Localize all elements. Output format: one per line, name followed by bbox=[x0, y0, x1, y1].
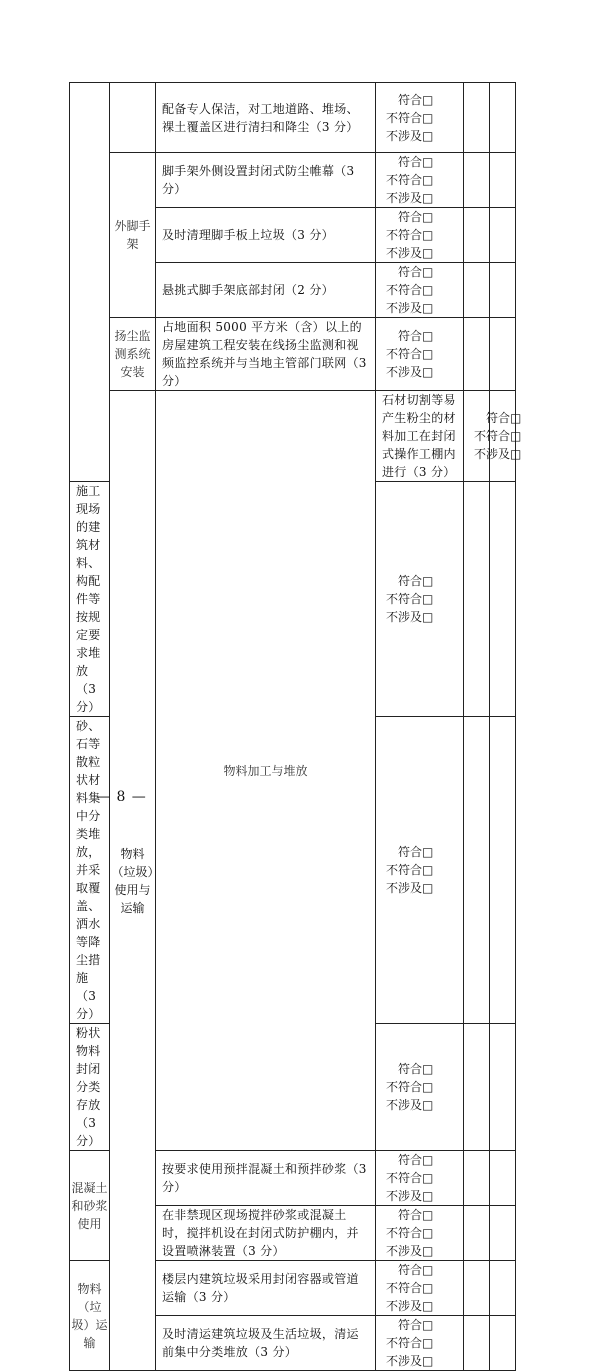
item-text: 粉状物料封闭分类存放（3 分） bbox=[70, 1024, 110, 1151]
option-not-applicable[interactable]: 不涉及□ bbox=[386, 191, 434, 205]
option-not-applicable[interactable]: 不涉及□ bbox=[386, 1244, 434, 1258]
option-comply[interactable]: 符合□ bbox=[398, 1208, 434, 1222]
table-row bbox=[70, 318, 516, 391]
score-cell[interactable] bbox=[464, 1316, 490, 1371]
option-not-comply[interactable]: 不符合□ bbox=[386, 863, 434, 877]
score-cell[interactable] bbox=[464, 153, 490, 208]
subcategory-transport: 物料（垃圾）运输 bbox=[70, 1261, 110, 1371]
option-not-applicable[interactable]: 不涉及□ bbox=[386, 301, 434, 315]
remark-cell[interactable] bbox=[490, 153, 516, 208]
remark-cell[interactable] bbox=[490, 318, 516, 391]
option-comply[interactable]: 符合□ bbox=[398, 1062, 434, 1076]
option-not-comply[interactable]: 不符合□ bbox=[386, 1226, 434, 1240]
option-not-comply[interactable]: 不符合□ bbox=[386, 1336, 434, 1350]
score-cell[interactable] bbox=[464, 263, 490, 318]
item-text: 脚手架外侧设置封闭式防尘帷幕（3 分） bbox=[156, 153, 376, 208]
option-not-applicable[interactable]: 不涉及□ bbox=[386, 128, 434, 143]
subcategory-scaffold: 外脚手架 bbox=[110, 153, 156, 318]
compliance-options[interactable] bbox=[464, 391, 522, 482]
score-cell[interactable] bbox=[464, 208, 490, 263]
compliance-options[interactable] bbox=[376, 1024, 464, 1151]
remark-cell[interactable] bbox=[490, 717, 516, 1024]
subcategory-monitor: 扬尘监测系统安装 bbox=[110, 318, 156, 391]
option-not-applicable[interactable]: 不涉及□ bbox=[386, 1354, 434, 1368]
compliance-options[interactable] bbox=[376, 1261, 464, 1316]
option-not-comply[interactable]: 不符合□ bbox=[386, 592, 434, 606]
item-text: 砂、石等散粒状材料集中分类堆放，并采取覆盖、洒水等降尘措施（3 分） bbox=[70, 717, 110, 1024]
compliance-options[interactable] bbox=[376, 1316, 464, 1371]
option-not-comply[interactable]: 不符合□ bbox=[386, 1171, 434, 1185]
option-comply[interactable]: 符合□ bbox=[398, 1263, 434, 1277]
inspection-checklist-table bbox=[69, 82, 522, 1371]
option-not-applicable[interactable]: 不涉及□ bbox=[386, 1299, 434, 1313]
item-text: 施工现场的建筑材料、构配件等按规定要求堆放（3 分） bbox=[70, 482, 110, 717]
option-not-applicable[interactable]: 不涉及□ bbox=[386, 610, 434, 624]
item-text: 及时清运建筑垃圾及生活垃圾，清运前集中分类堆放（3 分） bbox=[156, 1316, 376, 1371]
compliance-options[interactable] bbox=[376, 482, 464, 717]
compliance-options[interactable] bbox=[376, 208, 464, 263]
compliance-options[interactable] bbox=[376, 153, 464, 208]
option-comply[interactable]: 符合□ bbox=[398, 210, 434, 224]
option-comply[interactable]: 符合□ bbox=[398, 92, 434, 107]
remark-cell[interactable] bbox=[490, 208, 516, 263]
remark-cell[interactable] bbox=[490, 83, 516, 153]
score-cell[interactable] bbox=[464, 1206, 490, 1261]
option-not-comply[interactable]: 不符合□ bbox=[386, 173, 434, 187]
item-text: 及时清理脚手板上垃圾（3 分） bbox=[156, 208, 376, 263]
option-not-comply[interactable]: 不符合□ bbox=[386, 1080, 434, 1094]
option-not-applicable[interactable]: 不涉及□ bbox=[386, 1098, 434, 1112]
score-cell[interactable] bbox=[464, 1261, 490, 1316]
remark-cell[interactable] bbox=[490, 1206, 516, 1261]
item-text: 在非禁现区现场搅拌砂浆或混凝土时，搅拌机设在封闭式防护棚内，并设置喷淋装置（3 分） bbox=[156, 1206, 376, 1261]
compliance-options[interactable] bbox=[376, 1151, 464, 1206]
option-comply[interactable]: 符合□ bbox=[486, 411, 522, 425]
score-cell[interactable] bbox=[464, 1151, 490, 1206]
compliance-options[interactable] bbox=[376, 263, 464, 318]
option-comply[interactable]: 符合□ bbox=[398, 329, 434, 343]
item-text: 配备专人保洁，对工地道路、堆场、裸土覆盖区进行清扫和降尘（3 分） bbox=[156, 83, 376, 153]
table-row bbox=[70, 153, 516, 208]
page-number: — 8 — bbox=[96, 789, 147, 805]
score-cell[interactable] bbox=[464, 717, 490, 1024]
score-cell[interactable] bbox=[464, 318, 490, 391]
item-text: 悬挑式脚手架底部封闭（2 分） bbox=[156, 263, 376, 318]
compliance-options[interactable] bbox=[376, 83, 464, 153]
subcategory-concrete: 混凝土和砂浆使用 bbox=[70, 1151, 110, 1261]
option-not-comply[interactable]: 不符合□ bbox=[386, 347, 434, 361]
item-text: 石材切割等易产生粉尘的材料加工在封闭式操作工棚内进行（3 分） bbox=[376, 391, 464, 482]
option-comply[interactable]: 符合□ bbox=[398, 574, 434, 588]
option-not-applicable[interactable]: 不涉及□ bbox=[386, 365, 434, 379]
remark-cell[interactable] bbox=[490, 482, 516, 717]
option-comply[interactable]: 符合□ bbox=[398, 265, 434, 279]
item-text: 占地面积 5000 平方米（含）以上的房屋建筑工程安装在线扬尘监测和视频监控系统并与当地主管部门联网（3 分） bbox=[156, 318, 376, 391]
remark-cell[interactable] bbox=[490, 263, 516, 318]
compliance-options[interactable] bbox=[376, 318, 464, 391]
option-not-comply[interactable]: 不符合□ bbox=[386, 283, 434, 297]
option-not-comply[interactable]: 不符合□ bbox=[386, 228, 434, 242]
table-row bbox=[70, 391, 516, 482]
remark-cell[interactable] bbox=[490, 1024, 516, 1151]
item-text: 楼层内建筑垃圾采用封闭容器或管道运输（3 分） bbox=[156, 1261, 376, 1316]
table-row bbox=[70, 83, 516, 153]
compliance-options[interactable] bbox=[376, 717, 464, 1024]
option-not-applicable[interactable]: 不涉及□ bbox=[386, 1189, 434, 1203]
subcategory-processing: 物料加工与堆放 bbox=[156, 391, 376, 1151]
option-comply[interactable]: 符合□ bbox=[398, 1318, 434, 1332]
score-cell[interactable] bbox=[464, 482, 490, 717]
option-not-comply[interactable]: 不符合□ bbox=[386, 110, 434, 125]
option-not-comply[interactable]: 不符合□ bbox=[386, 1281, 434, 1295]
remark-cell[interactable] bbox=[490, 1316, 516, 1371]
remark-cell[interactable] bbox=[490, 1261, 516, 1316]
subcategory-cell-site bbox=[110, 83, 156, 153]
score-cell[interactable] bbox=[464, 1024, 490, 1151]
option-not-comply[interactable]: 不符合□ bbox=[474, 429, 522, 443]
category-materials: 物料（垃圾）使用与运输 bbox=[110, 391, 156, 1371]
category-cell-site bbox=[70, 83, 110, 482]
compliance-options[interactable] bbox=[376, 1206, 464, 1261]
option-comply[interactable]: 符合□ bbox=[398, 1153, 434, 1167]
remark-cell[interactable] bbox=[490, 1151, 516, 1206]
option-not-applicable[interactable]: 不涉及□ bbox=[386, 246, 434, 260]
item-text: 按要求使用预拌混凝土和预拌砂浆（3 分） bbox=[156, 1151, 376, 1206]
option-not-applicable[interactable]: 不涉及□ bbox=[386, 881, 434, 895]
option-comply[interactable]: 符合□ bbox=[398, 155, 434, 169]
score-cell[interactable] bbox=[464, 83, 490, 153]
option-not-applicable[interactable]: 不涉及□ bbox=[474, 447, 522, 461]
option-comply[interactable]: 符合□ bbox=[398, 845, 434, 859]
